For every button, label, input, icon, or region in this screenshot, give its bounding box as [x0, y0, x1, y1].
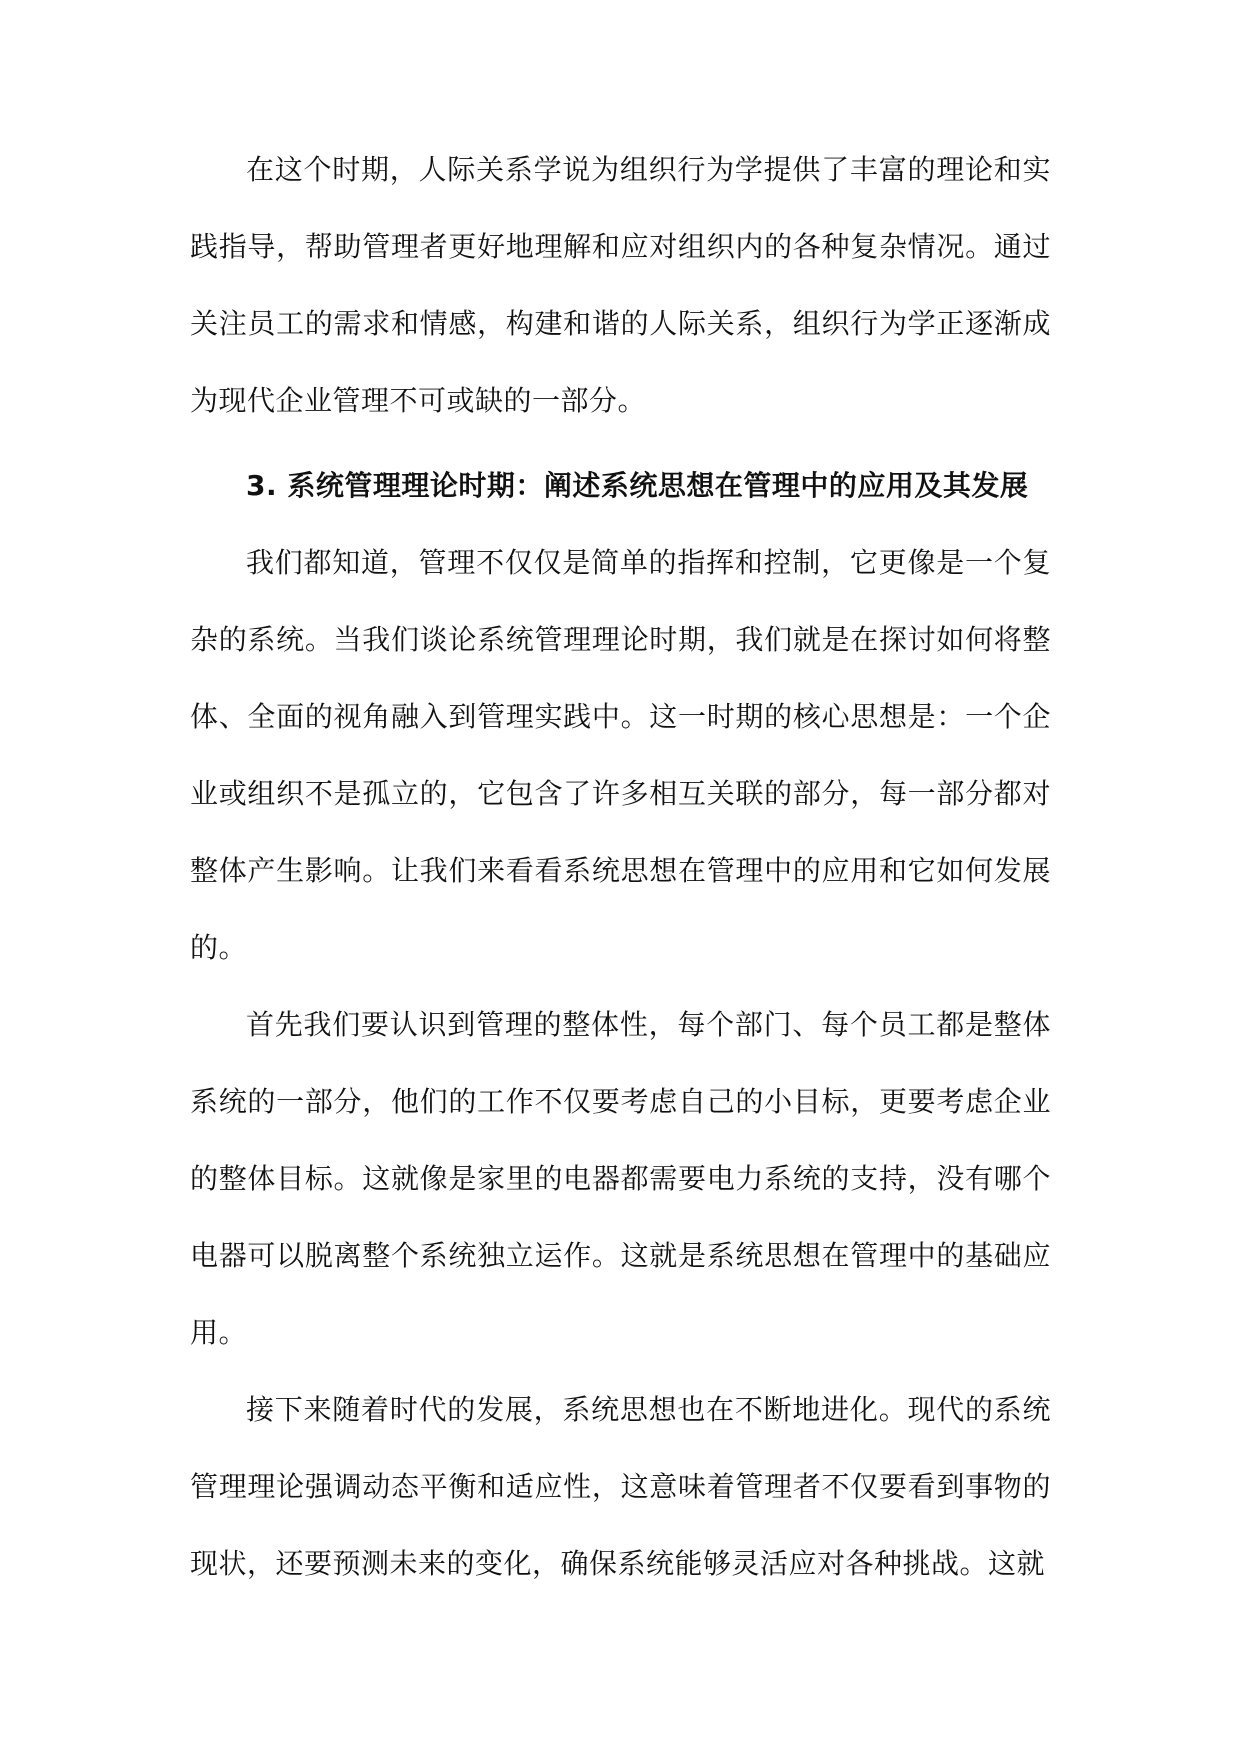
document-body — [190, 131, 1051, 1602]
paragraph-system-intro: 我们都知道，管理不仅仅是简单的指挥和控制，它更像是一个复杂的系统。当我们谈论系统管理理论时期，我们就是在探讨如何将整体、全面的视角融入到管理实践中。这一时期的核心思想是：一个企业或组织不是孤立的，它包含了许多相互关联的部分，每一部分都对整体产生影响。让我们来看看系统思想在管理中的应用和它如何发展的。 — [190, 546, 1051, 964]
paragraph-system-wholeness: 首先我们要认识到管理的整体性，每个部门、每个员工都是整体系统的一部分，他们的工作不仅要考虑自己的小目标，更要考虑企业的整体目标。这就像是家里的电器都需要电力系统的支持，没有哪个电器可以脱离整个系统独立运作。这就是系统思想在管理中的基础应用。 — [190, 1008, 1051, 1349]
section-heading-system-management: 3. 系统管理理论时期：阐述系统思想在管理中的应用及其发展 — [246, 469, 1029, 502]
paragraph-human-relations-summary: 在这个时期，人际关系学说为组织行为学提供了丰富的理论和实践指导，帮助管理者更好地理解和应对组织内的各种复杂情况。通过关注员工的需求和情感，构建和谐的人际关系，组织行为学正逐渐成为现代企业管理不可或缺的一部分。 — [190, 153, 1051, 417]
paragraph-system-evolution: 接下来随着时代的发展，系统思想也在不断地进化。现代的系统管理理论强调动态平衡和适应性，这意味着管理者不仅要看到事物的现状，还要预测未来的变化，确保系统能够灵活应对各种挑战。这就 — [190, 1393, 1051, 1580]
